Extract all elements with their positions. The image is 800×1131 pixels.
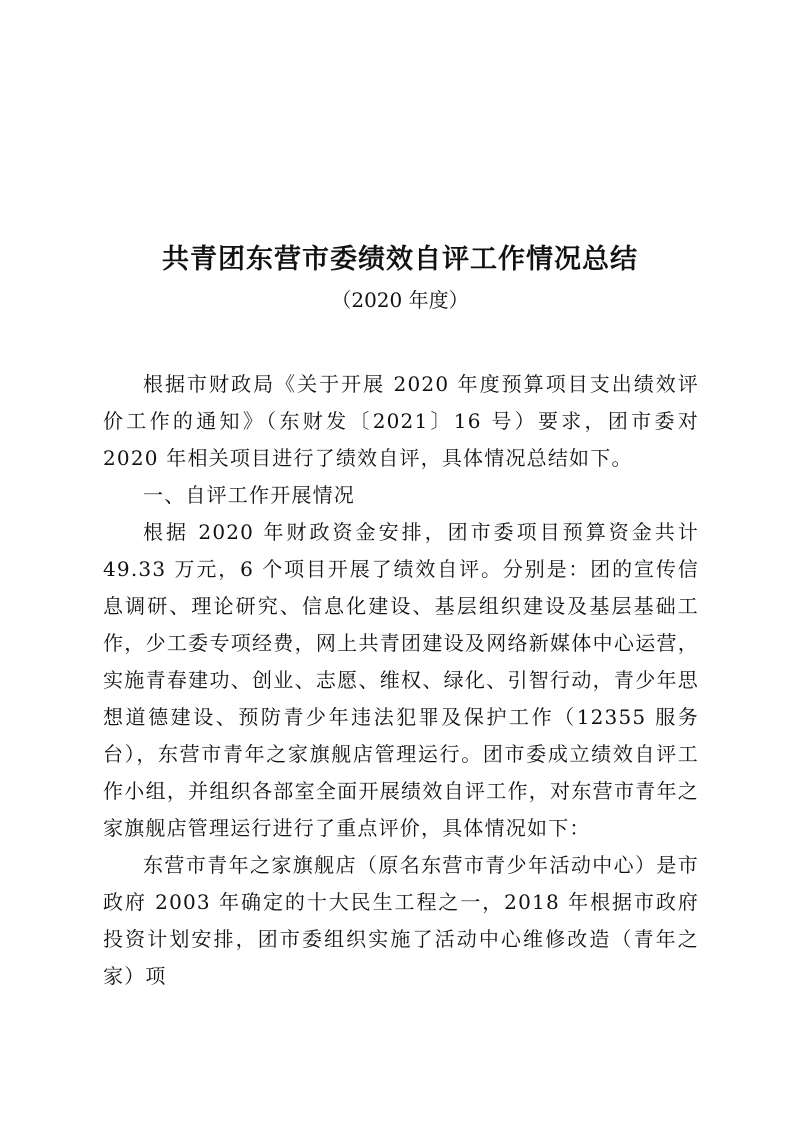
document-title: 共青团东营市委绩效自评工作情况总结 (162, 244, 638, 275)
intro-paragraph: 根据市财政局《关于开展 2020 年度预算项目支出绩效评价工作的通知》（东财发〔2021〕16 号）要求，团市委对 2020 年相关项目进行了绩效自评，具体情况总结如下。 (103, 372, 699, 470)
body-paragraph: 东营市青年之家旗舰店（原名东营市青少年活动中心）是市政府 2003 年确定的十大民生工程之一，2018 年根据市政府投资计划安排，团市委组织实施了活动中心维修改造（青年之家）项 (103, 853, 699, 988)
document-body (103, 366, 699, 995)
document-subtitle: （2020 年度） (331, 288, 469, 312)
section-heading: 一、自评工作开展情况 (143, 483, 355, 507)
body-paragraph: 根据 2020 年财政资金安排，团市委项目预算资金共计 49.33 万元，6 个项目开展了绩效自评。分别是：团的宣传信息调研、理论研究、信息化建设、基层组织建设及基层基础工作，少工委专项经费，网上共青团建设及网络新媒体中心运营，实施青春建功、创业、志愿、维权、绿化、引智行动，青少年思想道德建设、预防青少年违法犯罪及保护工作（12355 服务台），东营市青年之家旗舰店管理运行。团市委成立绩效自评工作小组，并组织各部室全面开展绩效自评工作，对东营市青年之家旗舰店管理运行进行了重点评价，具体情况如下： (103, 520, 699, 840)
